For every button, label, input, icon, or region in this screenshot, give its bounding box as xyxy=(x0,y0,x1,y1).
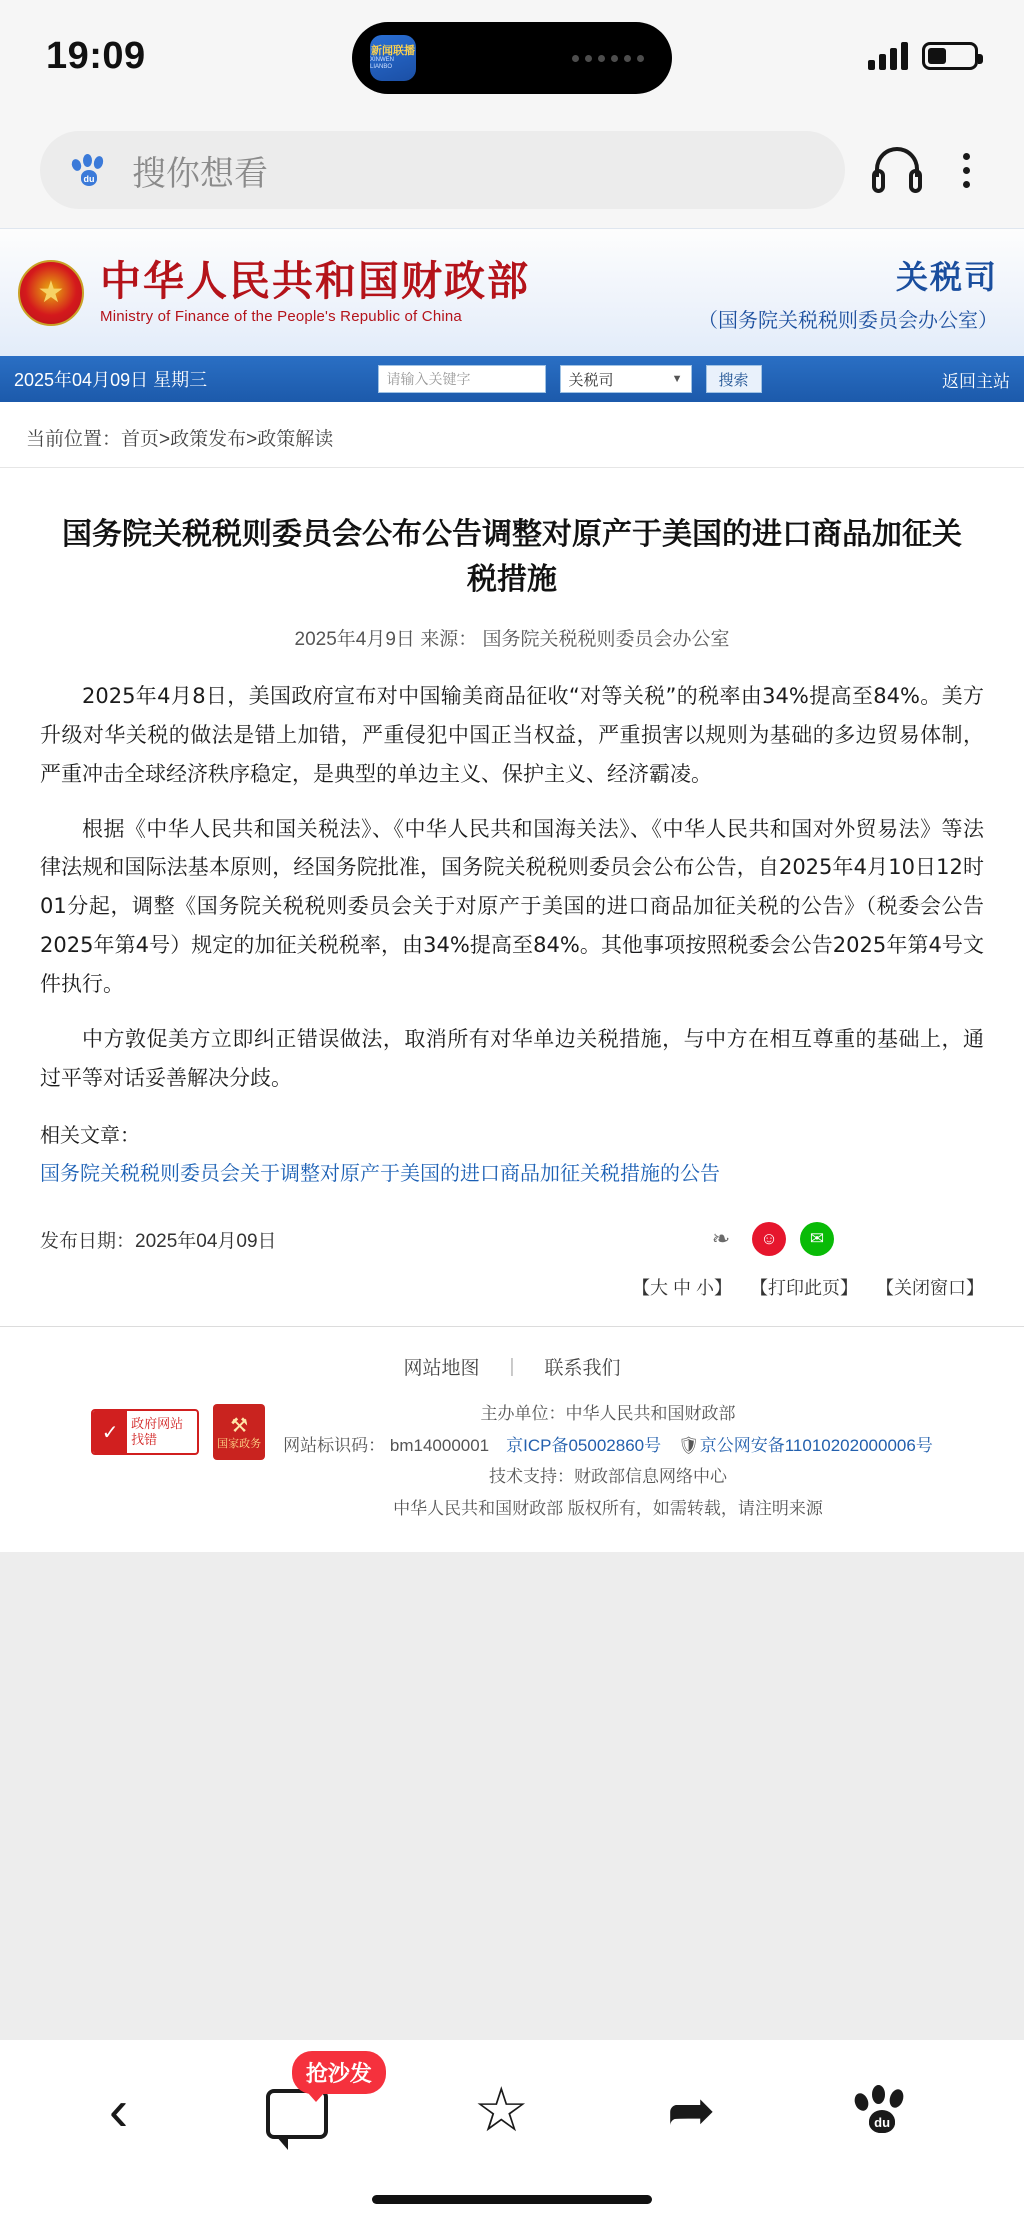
battery-icon xyxy=(922,42,978,70)
article-paragraph: 根据《中华人民共和国关税法》、《中华人民共和国海关法》、《中华人民共和国对外贸易法》等法律法规和国际法基本原则，经国务院批准，国务院关税税则委员会公布公告，自2025年4月10日12时01分起，调整《国务院关税税则委员会关于对原产于美国的进口商品加征关税的公告》（税委会公告2025年第4号）规定的加征关税税率，由34%提高至84%。其他事项按照税委会公告2025年第4号文件执行。 xyxy=(40,816,984,996)
national-emblem-icon xyxy=(18,260,84,326)
publish-date xyxy=(40,1226,277,1253)
footer-body xyxy=(0,1398,1024,1524)
footer-line-organizer: 主办单位：中华人民共和国财政部 xyxy=(480,1404,736,1424)
ministry-name-cn: 中华人民共和国财政部 xyxy=(100,257,530,306)
kebab-menu-icon[interactable] xyxy=(949,147,984,194)
share-arrow-icon: ➦ xyxy=(666,2078,716,2143)
article xyxy=(0,468,1024,1326)
share-icon[interactable]: ❧ xyxy=(704,1222,738,1256)
search-button[interactable]: 搜索 xyxy=(706,365,762,393)
cellular-signal-icon xyxy=(868,42,908,70)
breadcrumb-item-policy[interactable]: 政策发布 xyxy=(170,429,247,450)
share-icons xyxy=(704,1222,984,1256)
footer-links xyxy=(0,1353,1024,1398)
live-activity-title: 新闻联播 xyxy=(371,44,415,57)
chevron-down-icon: ▼ xyxy=(671,373,683,385)
breadcrumb-item-interpretation[interactable]: 政策解读 xyxy=(257,429,334,450)
gov-badge-line1: 政府网站 xyxy=(131,1416,184,1432)
ministry-name-block xyxy=(100,257,530,325)
article-tools xyxy=(40,1260,984,1326)
breadcrumb-sep-1: > xyxy=(159,429,171,450)
footer-link-sitemap[interactable]: 网站地图 xyxy=(403,1358,480,1380)
keyword-input[interactable]: 请输入关键字 xyxy=(378,365,546,393)
search-placeholder: 搜你想看 xyxy=(132,154,268,193)
baidu-logo-text: du xyxy=(81,172,97,186)
police-seal-icon[interactable] xyxy=(213,1404,265,1460)
browser-bottom-bar xyxy=(0,2040,1024,2220)
footer-text xyxy=(283,1398,933,1524)
footer-link-divider: | xyxy=(509,1355,515,1377)
page-blank-area xyxy=(0,1552,1024,2112)
home-indicator[interactable] xyxy=(372,2195,652,2204)
return-home-link[interactable]: 返回主站 xyxy=(942,371,1011,391)
baidu-home-button[interactable] xyxy=(853,2083,915,2139)
comment-badge: 抢沙发 xyxy=(292,2051,386,2094)
status-bar xyxy=(0,0,1024,112)
footer-site-code: 网站标识码： bm14000001 xyxy=(283,1435,507,1455)
back-button[interactable] xyxy=(108,2078,129,2143)
department-name: 关税司 xyxy=(895,259,998,295)
weibo-icon[interactable]: ☺ xyxy=(752,1222,786,1256)
article-body xyxy=(40,677,984,1097)
site-header xyxy=(0,228,1024,356)
baidu-home-text: du xyxy=(869,2113,895,2133)
gov-badge-line2: 找错 xyxy=(131,1432,158,1448)
site-nav-strip xyxy=(0,356,1024,402)
footer-line-support: 技术支持：财政部信息网络中心 xyxy=(488,1467,727,1487)
police-seal-glyph: ⚒ xyxy=(230,1414,249,1437)
related-article-link[interactable]: 国务院关税税则委员会关于调整对原产于美国的进口商品加征关税措施的公告 xyxy=(40,1163,720,1186)
breadcrumb-item-home[interactable]: 首页 xyxy=(121,429,160,450)
gongan-link[interactable]: 京公网安备11010202000006号 xyxy=(699,1435,933,1455)
gov-site-check-glyph: ✓ xyxy=(93,1411,127,1453)
footer-line-copyright: 中华人民共和国财政部 版权所有，如需转载，请注明来源 xyxy=(393,1498,823,1518)
baidu-paw-icon xyxy=(68,150,112,190)
site-footer xyxy=(0,1326,1024,1552)
status-indicators xyxy=(868,42,978,70)
gov-site-check-icon[interactable] xyxy=(91,1409,199,1455)
breadcrumb xyxy=(0,402,1024,468)
wechat-icon[interactable]: ✉ xyxy=(800,1222,834,1256)
article-meta: 2025年4月9日 来源： 国务院关税税则委员会办公室 xyxy=(294,629,730,650)
live-activity-subtitle: XINWEN LIANBO xyxy=(370,57,394,70)
footer-badges xyxy=(91,1398,265,1460)
article-paragraph: 2025年4月8日，美国政府宣布对中国输美商品征收“对等关税”的税率由34%提高至84%。美方升级对华关税的做法是错上加错，严重侵犯中国正当权益，严重损害以规则为基础的多边贸易体制，严重冲击全球经济秩序稳定，是典型的单边主义、保护主义、经济霸凌。 xyxy=(40,684,984,786)
close-window-tool[interactable]: 【关闭窗口】 xyxy=(876,1278,984,1299)
back-chevron-icon: ‹ xyxy=(108,2078,129,2143)
footer-line-codes xyxy=(283,1430,933,1461)
page-title: 国务院关税税则委员会公布公告调整对原产于美国的进口商品加征关税措施 xyxy=(62,517,962,597)
print-tool[interactable]: 【打印此页】 xyxy=(750,1278,858,1299)
scope-select[interactable] xyxy=(560,365,692,393)
article-paragraph: 中方敦促美方立即纠正错误做法，取消所有对华单边关税措施，与中方在相互尊重的基础上，通过平等对话妥善解决分歧。 xyxy=(40,1026,984,1090)
publish-row xyxy=(40,1214,984,1260)
scope-select-value: 关税司 xyxy=(568,371,614,389)
related-articles-label: 相关文章： xyxy=(40,1125,140,1148)
status-time: 19:09 xyxy=(46,34,146,77)
department-block xyxy=(698,252,1006,333)
baidu-paw-icon xyxy=(853,2083,915,2139)
nav-date: 2025年04月09日 星期三 xyxy=(14,370,208,390)
publish-label: 发布日期： xyxy=(40,1230,136,1252)
gongan-badge-icon: 🛡 xyxy=(678,1435,700,1455)
headphone-icon[interactable] xyxy=(871,145,923,195)
footer-link-contact[interactable]: 联系我们 xyxy=(544,1358,621,1380)
publish-value: 2025年04月09日 xyxy=(135,1230,277,1252)
share-button[interactable] xyxy=(666,2078,716,2143)
live-activity-dots xyxy=(428,55,654,62)
breadcrumb-prefix: 当前位置： xyxy=(26,429,122,450)
police-seal-text: 国家政务 xyxy=(217,1437,262,1450)
star-icon: ☆ xyxy=(473,2076,530,2145)
comment-button[interactable] xyxy=(266,2061,372,2141)
breadcrumb-sep-2: > xyxy=(246,429,258,450)
dynamic-island[interactable] xyxy=(352,22,672,94)
ministry-name-en: Ministry of Finance of the People's Republic of China xyxy=(100,307,462,325)
icp-link[interactable]: 京ICP备05002860号 xyxy=(506,1435,662,1455)
browser-toolbar xyxy=(0,112,1024,228)
search-input[interactable] xyxy=(40,131,845,209)
favorite-button[interactable] xyxy=(473,2076,530,2145)
live-activity-app-icon[interactable] xyxy=(370,35,416,81)
department-subtitle: （国务院关税税则委员会办公室） xyxy=(698,310,998,332)
font-size-tool[interactable]: 【大 中 小】 xyxy=(631,1278,732,1299)
